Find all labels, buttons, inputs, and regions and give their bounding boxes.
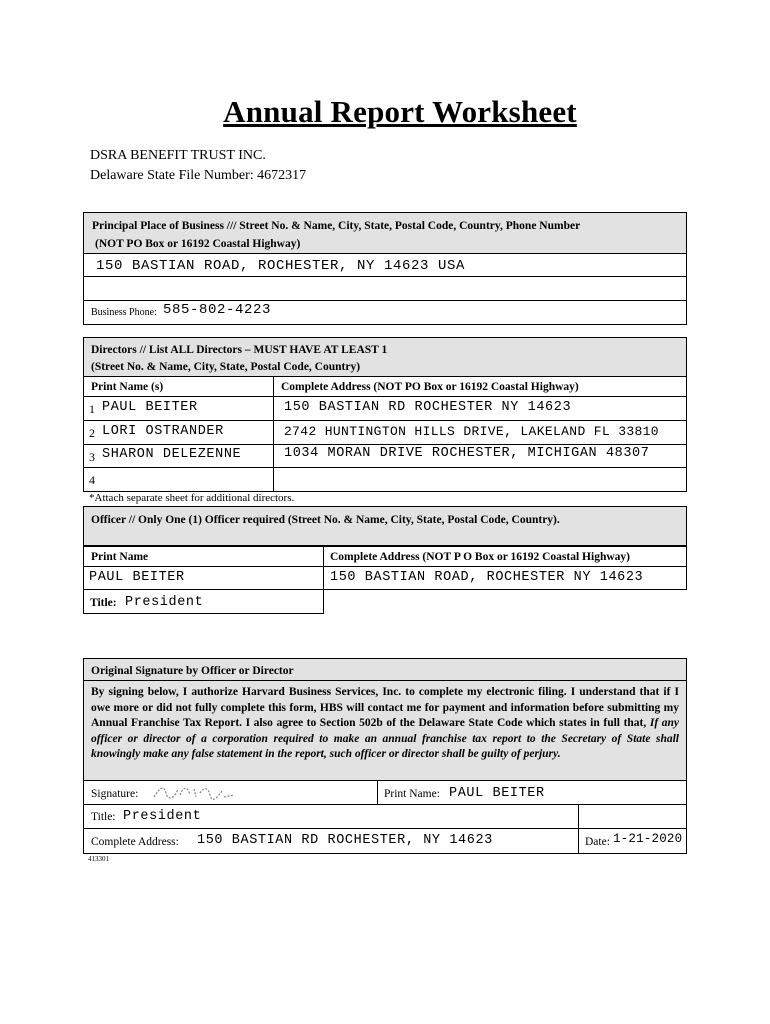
sig-date[interactable]: 1-21-2020	[613, 832, 683, 846]
officer-title-box	[83, 589, 324, 614]
sig-address-label: Complete Address:	[91, 836, 179, 848]
attach-note: *Attach separate sheet for additional directors.	[89, 492, 295, 504]
director-1-address[interactable]: 150 BASTIAN RD ROCHESTER NY 14623	[284, 400, 572, 415]
signature-statement	[91, 685, 679, 763]
director-1-name[interactable]: PAUL BEITER	[102, 400, 198, 415]
page-title: Annual Report Worksheet	[223, 94, 577, 129]
file-number: Delaware State File Number: 4672317	[90, 168, 307, 183]
director-3-address[interactable]: 1034 MORAN DRIVE ROCHESTER, MICHIGAN 48307	[284, 446, 650, 461]
signature-header: Original Signature by Officer or Director	[91, 665, 294, 677]
director-3-name[interactable]: SHARON DELEZENNE	[102, 447, 242, 462]
date-label: Date:	[585, 836, 610, 848]
phone-label: Business Phone:	[91, 307, 157, 318]
director-1-num: 1	[89, 402, 95, 416]
director-4-num: 4	[89, 473, 95, 487]
officer-address[interactable]: 150 BASTIAN ROAD, ROCHESTER NY 14623	[330, 570, 644, 585]
sig-title-label: Title:	[91, 811, 116, 823]
director-2-name[interactable]: LORI OSTRANDER	[102, 424, 224, 439]
directors-col-name: Print Name (s)	[91, 381, 164, 393]
officer-col-name: Print Name	[91, 551, 149, 563]
officer-name[interactable]: PAUL BEITER	[89, 570, 185, 585]
signer-print-name[interactable]: PAUL BEITER	[449, 786, 545, 801]
sig-address[interactable]: 150 BASTIAN RD ROCHESTER, NY 14623	[197, 833, 493, 848]
director-3-num: 3	[89, 450, 95, 464]
principal-address[interactable]: 150 BASTIAN ROAD, ROCHESTER, NY 14623 USA	[96, 258, 466, 274]
signature-label: Signature:	[91, 788, 139, 800]
company-name: DSRA BENEFIT TRUST INC.	[90, 148, 266, 163]
statement-italic: If any officer or director of a corporation required to make an annual franchise tax report to the Secretary of State shall knowingly make any false statement in the report, such officer or director shall be guilty of perjury.	[91, 717, 679, 760]
statement-text: By signing below, I authorize Harvard Business Services, Inc. to complete my electronic filing. I understand that if I owe more or did not fully complete this form, HBS will contact me for payment and information before submitting my Annual Franchise Tax Report. I also agree to Section 502b of the Delaware State Code which states in full that,	[91, 686, 679, 729]
form-code: 413301	[88, 855, 109, 863]
officer-header-text: Officer // Only One (1) Officer required (Street No. & Name, City, State, Postal Code, Country).	[91, 514, 560, 526]
handwritten-signature[interactable]	[150, 781, 240, 803]
directors-col-address: Complete Address (NOT PO Box or 16192 Coastal Highway)	[281, 381, 579, 393]
sig-title-value[interactable]: President	[123, 809, 202, 824]
print-name-label: Print Name:	[384, 788, 440, 800]
director-2-num: 2	[89, 426, 95, 440]
officer-title-label: Title:	[90, 597, 117, 609]
director-2-address[interactable]: 2742 HUNTINGTON HILLS DRIVE, LAKELAND FL 33810	[284, 424, 659, 439]
business-phone[interactable]: 585-802-4223	[163, 302, 272, 318]
principal-header-line1: Principal Place of Business /// Street No. & Name, City, State, Postal Code, Country, Phone Number	[92, 220, 581, 232]
principal-header-line2: (NOT PO Box or 16192 Coastal Highway)	[95, 238, 301, 250]
officer-col-address: Complete Address (NOT P O Box or 16192 Coastal Highway)	[330, 551, 630, 563]
directors-header-line1: Directors // List ALL Directors – MUST HAVE AT LEAST 1	[91, 344, 388, 356]
officer-title-value[interactable]: President	[125, 595, 204, 610]
directors-header-line2: (Street No. & Name, City, State, Postal Code, Country)	[91, 361, 361, 373]
